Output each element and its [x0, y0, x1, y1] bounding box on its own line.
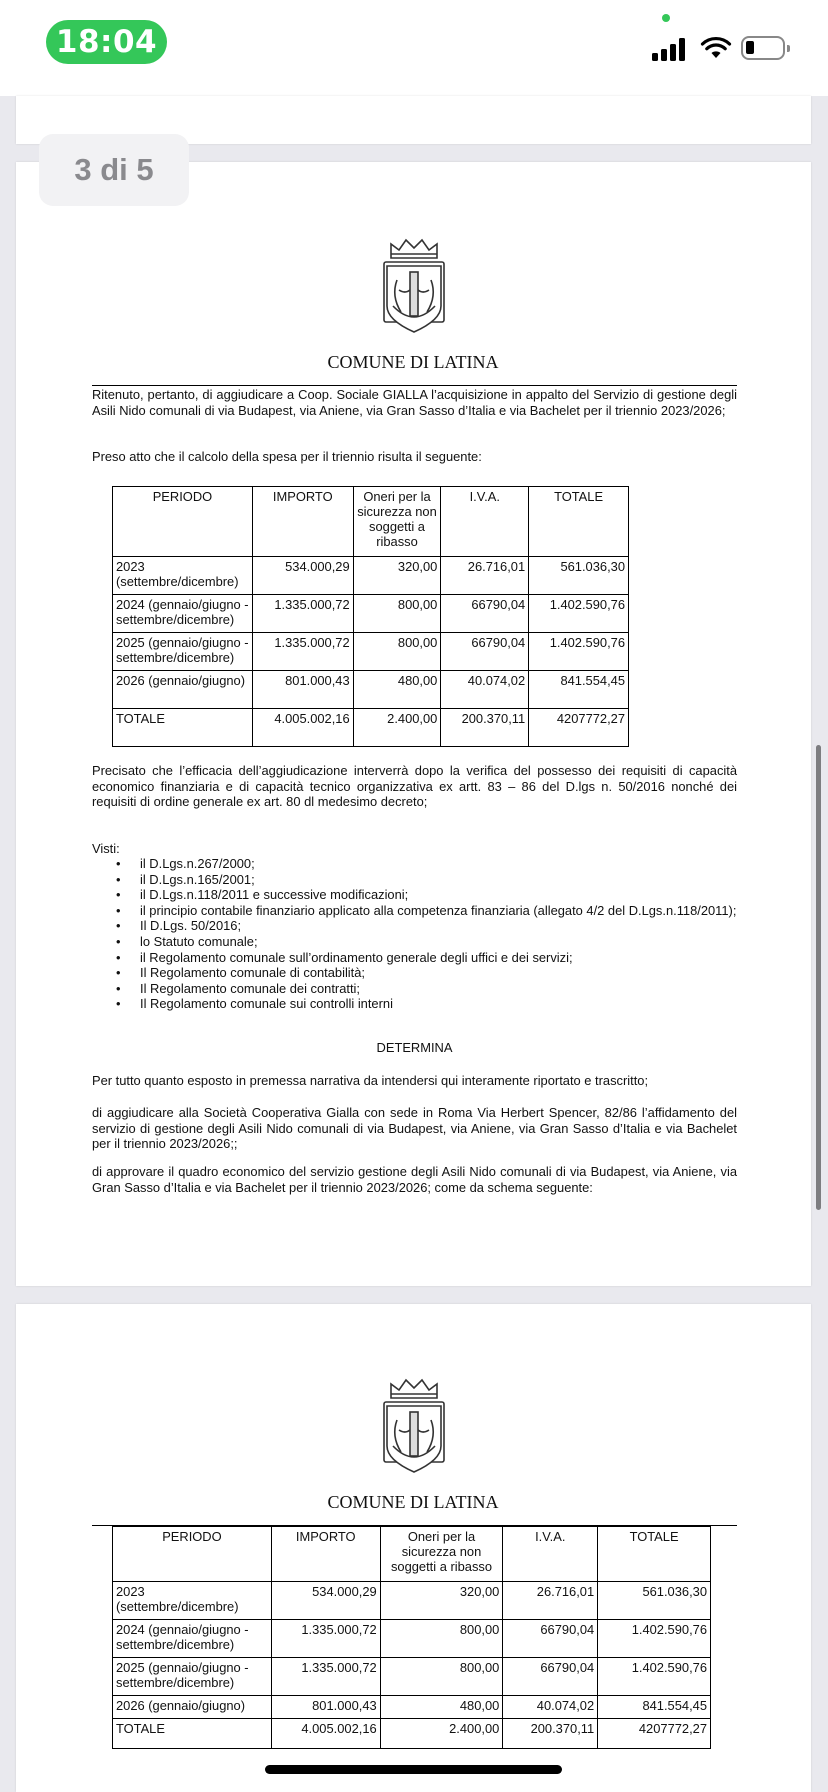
table-cell: 801.000,43: [271, 1696, 380, 1719]
table-header-cell: I.V.A.: [503, 1527, 598, 1582]
table-header-row: [113, 487, 629, 557]
list-item: • il principio contabile finanziario applicato alla competenza finanziaria (allegato 4/2 del D.Lgs.n.118/2011);: [92, 903, 737, 919]
paragraph-ritenuto: Ritenuto, pertanto, di aggiudicare a Coop. Sociale GIALLA l’acquisizione in appalto del Servizio di gestione degli Asili Nido comunali di via Budapest, via Aniene, via Gran Sasso d’Italia e via Bachelet per il triennio 2023/2026;: [92, 387, 737, 418]
table-cell: 1.402.590,76: [529, 595, 629, 633]
table-cell: 534.000,29: [252, 557, 353, 595]
list-item: • il D.Lgs.n.118/2011 e successive modificazioni;: [92, 887, 737, 903]
table-header-cell: IMPORTO: [271, 1527, 380, 1582]
table-row: [113, 1696, 711, 1719]
table-row: [113, 557, 629, 595]
table-cell: 2025 (gennaio/giugno - settembre/dicembre): [113, 1658, 272, 1696]
table-cell: 2023 (settembre/dicembre): [113, 1582, 272, 1620]
table-cell: 66790,04: [441, 595, 529, 633]
table-cell: TOTALE: [113, 709, 253, 747]
table-header-cell: I.V.A.: [441, 487, 529, 557]
paragraph-per-tutto: Per tutto quanto esposto in premessa narrativa da intendersi qui interamente riportato e trascritto;: [92, 1073, 649, 1088]
page-indicator: 3 di 5: [39, 134, 189, 206]
visti-list: [92, 856, 737, 1012]
determina-heading: DETERMINA: [376, 1040, 453, 1055]
table-row: [113, 1582, 711, 1620]
expense-table: [112, 1526, 711, 1749]
table-cell: 1.335.000,72: [271, 1658, 380, 1696]
paragraph-preso-atto: Preso atto che il calcolo della spesa per il triennio risulta il seguente:: [92, 449, 482, 464]
status-time[interactable]: 18:04: [46, 20, 167, 64]
table-header-cell: Oneri per la sicurezza non soggetti a ribasso: [380, 1527, 503, 1582]
table-cell: 4207772,27: [598, 1719, 711, 1749]
city-crest-icon: [379, 236, 449, 346]
table-cell: 2025 (gennaio/giugno - settembre/dicembre): [113, 633, 253, 671]
table-header-cell: PERIODO: [113, 1527, 272, 1582]
paragraph-precisato: Precisato che l’efficacia dell’aggiudicazione interverrà dopo la verifica del possesso dei requisiti di capacità economico finanziaria e di capacità tecnico organizzativa ex artt. 83 – 86 del D.lgs n. 50/2016 nonché dei requisiti di ordine generale ex art. 80 dl medesimo decreto;: [92, 763, 737, 810]
table-header-cell: IMPORTO: [252, 487, 353, 557]
table-cell: 800,00: [380, 1658, 503, 1696]
table-row: [113, 633, 629, 671]
table-cell: 66790,04: [503, 1620, 598, 1658]
wifi-icon: [700, 36, 732, 60]
list-item: • Il Regolamento comunale sui controlli interni: [92, 996, 737, 1012]
table-cell: 1.335.000,72: [252, 633, 353, 671]
cellular-signal-icon: [652, 37, 690, 61]
list-item: • il D.Lgs.n.267/2000;: [92, 856, 737, 872]
table-cell: 1.402.590,76: [529, 633, 629, 671]
table-cell: 4207772,27: [529, 709, 629, 747]
table-cell: 1.335.000,72: [252, 595, 353, 633]
comune-header: COMUNE DI LATINA: [327, 352, 499, 372]
home-indicator[interactable]: [265, 1765, 562, 1774]
table-cell: 2026 (gennaio/giugno): [113, 1696, 272, 1719]
status-bar: [0, 0, 828, 96]
table-header-cell: TOTALE: [529, 487, 629, 557]
visti-label: Visti:: [92, 841, 120, 856]
comune-header: COMUNE DI LATINA: [327, 1492, 499, 1512]
table-cell: 26.716,01: [503, 1582, 598, 1620]
table-cell: 841.554,45: [598, 1696, 711, 1719]
table-cell: TOTALE: [113, 1719, 272, 1749]
table-cell: 801.000,43: [252, 671, 353, 709]
table-cell: 40.074,02: [503, 1696, 598, 1719]
table-cell: 320,00: [380, 1582, 503, 1620]
table-header-cell: TOTALE: [598, 1527, 711, 1582]
list-item: • il Regolamento comunale sull’ordinamento generale degli uffici e dei servizi;: [92, 950, 737, 966]
table-header-row: [113, 1527, 711, 1582]
table-cell: 561.036,30: [529, 557, 629, 595]
expense-table: [112, 486, 629, 747]
table-row: [113, 595, 629, 633]
table-cell: 4.005.002,16: [271, 1719, 380, 1749]
table-cell: 1.335.000,72: [271, 1620, 380, 1658]
table-cell: 480,00: [353, 671, 441, 709]
table-cell: 66790,04: [441, 633, 529, 671]
city-crest-icon: [379, 1376, 449, 1486]
paragraph-aggiudicare: di aggiudicare alla Società Cooperativa Gialla con sede in Roma Via Herbert Spencer, 82/86 l’affidamento del servizio di gestione degli Asili Nido comunali di via Budapest, via Aniene, via Gran Sasso d’Italia e via Bachelet per il triennio 2023/2026;;: [92, 1105, 737, 1152]
table-header-cell: Oneri per la sicurezza non soggetti a ribasso: [353, 487, 441, 557]
table-row: [113, 1658, 711, 1696]
table-cell: 2026 (gennaio/giugno): [113, 671, 253, 709]
table-cell: 841.554,45: [529, 671, 629, 709]
table-cell: 4.005.002,16: [252, 709, 353, 747]
list-item: • Il D.Lgs. 50/2016;: [92, 918, 737, 934]
list-item: • Il Regolamento comunale di contabilità;: [92, 965, 737, 981]
table-cell: 200.370,11: [503, 1719, 598, 1749]
table-cell: 800,00: [353, 595, 441, 633]
camera-in-use-indicator: [662, 14, 670, 22]
paragraph-approvare: di approvare il quadro economico del servizio gestione degli Asili Nido comunali di via Budapest, via Aniene, via Gran Sasso d’Italia e via Bachelet per il triennio 2023/2026; come da schema seguente:: [92, 1164, 737, 1195]
table-cell: 1.402.590,76: [598, 1620, 711, 1658]
table-total-row: [113, 1719, 711, 1749]
table-row: [113, 671, 629, 709]
table-cell: 26.716,01: [441, 557, 529, 595]
table-cell: 2.400,00: [380, 1719, 503, 1749]
table-cell: 480,00: [380, 1696, 503, 1719]
table-cell: 2024 (gennaio/giugno - settembre/dicembre): [113, 1620, 272, 1658]
table-row: [113, 1620, 711, 1658]
list-item: • il D.Lgs.n.165/2001;: [92, 872, 737, 888]
list-item: • lo Statuto comunale;: [92, 934, 737, 950]
table-cell: 320,00: [353, 557, 441, 595]
table-cell: 40.074,02: [441, 671, 529, 709]
table-cell: 534.000,29: [271, 1582, 380, 1620]
table-cell: 2.400,00: [353, 709, 441, 747]
table-cell: 200.370,11: [441, 709, 529, 747]
list-item: • Il Regolamento comunale dei contratti;: [92, 981, 737, 997]
vertical-scrollbar[interactable]: [816, 745, 821, 1210]
header-rule: [92, 385, 737, 386]
battery-icon: [741, 36, 785, 60]
table-cell: 2024 (gennaio/giugno - settembre/dicembre): [113, 595, 253, 633]
table-cell: 2023 (settembre/dicembre): [113, 557, 253, 595]
table-header-cell: PERIODO: [113, 487, 253, 557]
table-cell: 800,00: [380, 1620, 503, 1658]
table-cell: 1.402.590,76: [598, 1658, 711, 1696]
table-total-row: [113, 709, 629, 747]
table-cell: 561.036,30: [598, 1582, 711, 1620]
table-cell: 800,00: [353, 633, 441, 671]
table-cell: 66790,04: [503, 1658, 598, 1696]
